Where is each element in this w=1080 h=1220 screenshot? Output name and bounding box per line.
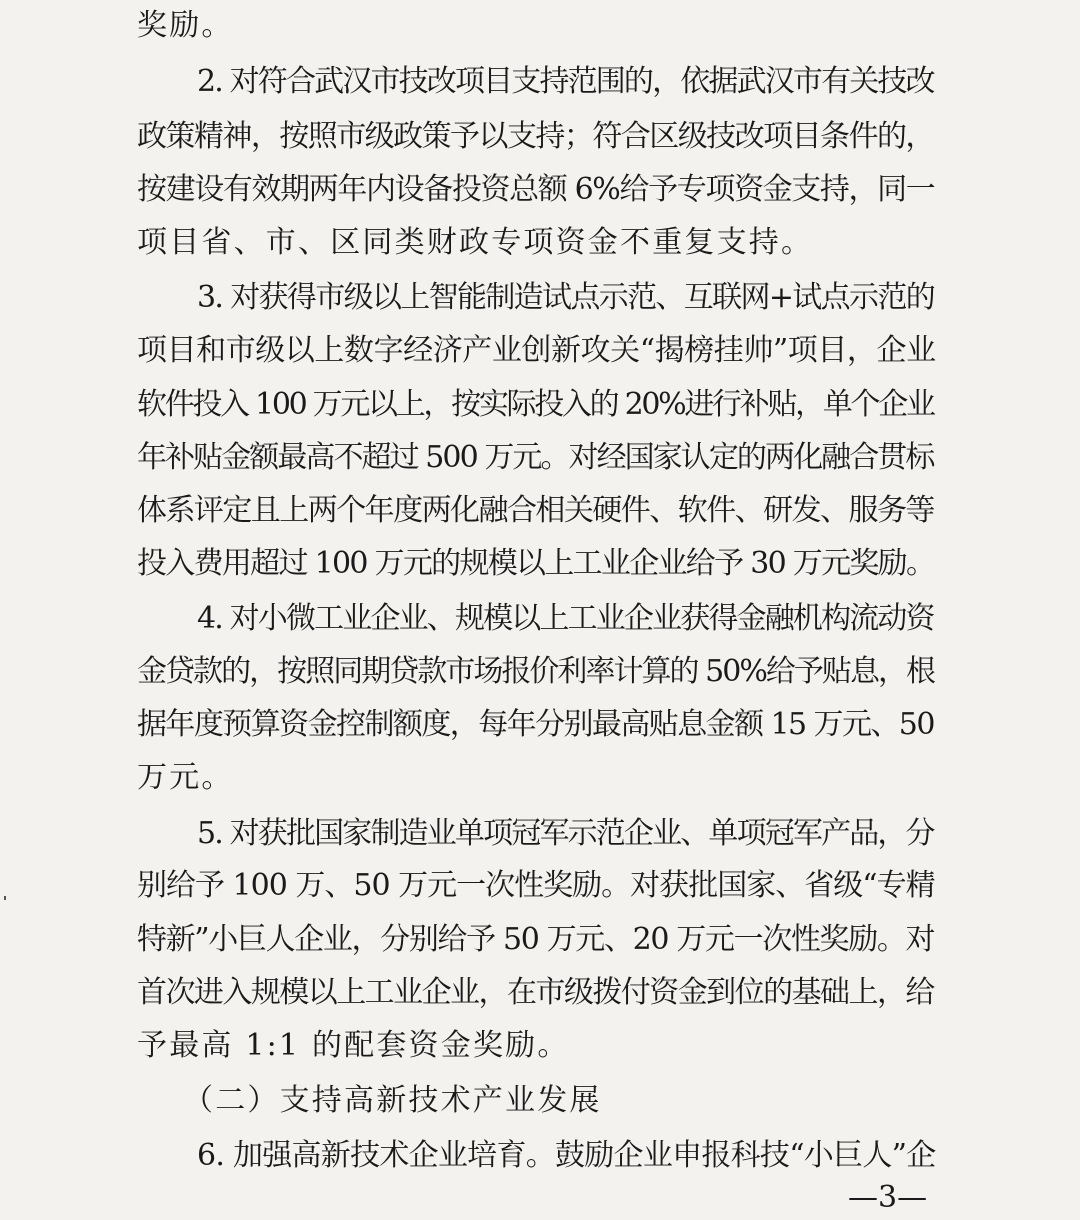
text-line: 特新”小巨人企业，分别给予 50 万元、20 万元一次性奖励。对 (137, 922, 935, 957)
text-line: 项目和市级以上数字经济产业创新攻关“揭榜挂帅”项目，企业 (137, 333, 936, 368)
text-line: 据年度预算资金控制额度，每年分别最高贴息金额 15 万元、50 (137, 707, 934, 742)
text-line: 项目省、市、区同类财政专项资金不重复支持。 (137, 225, 814, 260)
text-line: 3. 对获得市级以上智能制造试点示范、互联网+试点示范的 (197, 280, 935, 315)
text-line: 首次进入规模以上工业企业，在市级拨付资金到位的基础上，给 (137, 975, 934, 1010)
text-line: 投入费用超过 100 万元的规模以上工业企业给予 30 万元奖励。 (137, 546, 935, 581)
text-line: 5. 对获批国家制造业单项冠军示范企业、单项冠军产品，分 (197, 816, 934, 851)
text-line: 政策精神，按照市级政策予以支持；符合区级技改项目条件的， (137, 119, 934, 154)
page-number: —3— (848, 1180, 928, 1215)
text-line: 体系评定且上两个年度两化融合相关硬件、软件、研发、服务等 (137, 493, 934, 528)
text-line: 4. 对小微工业企业、规模以上工业企业获得金融机构流动资 (197, 601, 934, 636)
text-line: 别给予 100 万、50 万元一次性奖励。对获批国家、省级“专精 (137, 868, 935, 903)
text-line: 2. 对符合武汉市技改项目支持范围的，依据武汉市有关技改 (197, 64, 934, 99)
text-line: 按建设有效期两年内设备投资总额 6%给予专项资金支持，同一 (137, 172, 935, 207)
scan-mark (4, 896, 6, 900)
section-heading: （二）支持高新技术产业发展 (183, 1083, 602, 1118)
text-line: 6. 加强高新技术企业培育。鼓励企业申报科技“小巨人”企 (197, 1138, 936, 1173)
text-line: 软件投入 100 万元以上，按实际投入的 20%进行补贴，单个企业 (137, 387, 934, 422)
text-line: 予最高 1:1 的配套资金奖励。 (137, 1028, 570, 1063)
text-line: 年补贴金额最高不超过 500 万元。对经国家认定的两化融合贯标 (137, 440, 934, 475)
text-line: 奖励。 (137, 8, 234, 43)
text-line: 万元。 (137, 760, 234, 795)
text-line: 金贷款的，按照同期贷款市场报价利率计算的 50%给予贴息，根 (137, 654, 935, 689)
